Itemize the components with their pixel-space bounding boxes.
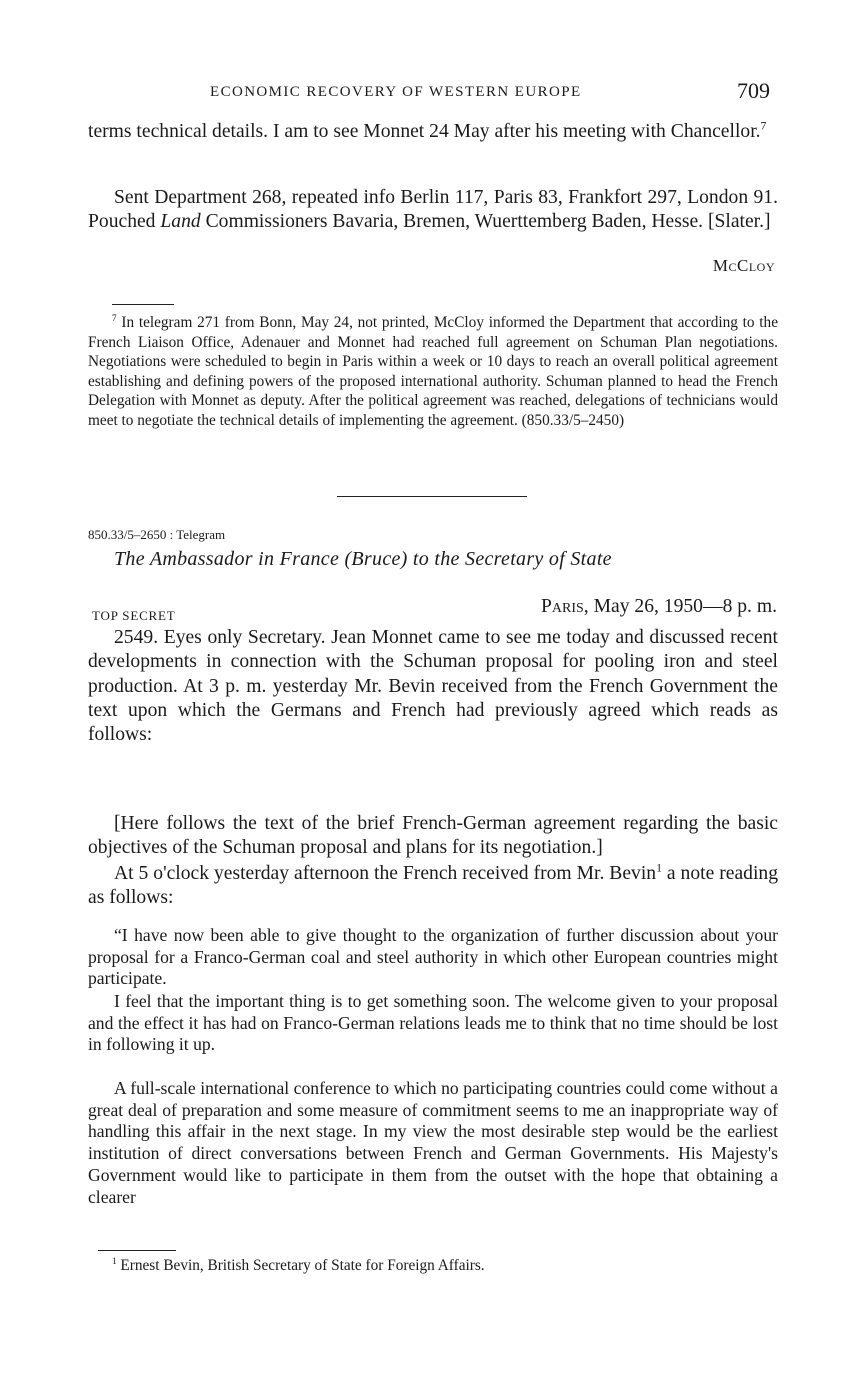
footnote-7-text: In telegram 271 from Bonn, May 24, not printed, McCloy informed the Department that according to the French Liaison Office, Adenauer and Monnet had reached full agreement on Schuman Plan negotiations. Negotiations were scheduled to begin in Paris within a week or 10 days to reach an overall political agreement establishing and defining powers of the proposed international authority. Schuman planned to head the French Delegation with Monnet as deputy. After the political agreement was reached, delegations of technicians would meet to negotiate the technical details of implementing the agreement. (850.33/5–2450) xyxy=(88,314,778,429)
telegram-paragraph-3 xyxy=(88,862,778,911)
distribution-text-b: Commissioners Bavaria, Bremen, Wuerttemberg Baden, Hesse. [Slater.] xyxy=(200,211,771,233)
distribution-paragraph xyxy=(88,186,778,235)
footnote-7-marker: 7 xyxy=(112,312,117,323)
telegram-paragraph-3-text-a: At 5 o'clock yesterday afternoon the French received from Mr. Bevin xyxy=(114,863,657,884)
quoted-note-paragraph-2: I feel that the important thing is to get something soon. The welcome given to your proposal and the effect it has had on Franco-German relations leads me to think that no time should be lost in following it up. xyxy=(88,991,778,1055)
telegram-paragraph-1: 2549. Eyes only Secretary. Jean Monnet came to see me today and discussed recent developments in connection with the Schuman proposal for pooling iron and steel production. At 3 p. m. yesterday Mr. Bevin received from the French Government the text upon which the Germans and French had previously agreed which reads as follows: xyxy=(88,627,778,746)
footnote-rule-bottom xyxy=(98,1250,176,1251)
footnote-ref-7: 7 xyxy=(760,119,767,133)
dateline-place: Paris xyxy=(540,596,584,617)
running-head xyxy=(88,78,778,108)
footnote-1 xyxy=(88,1256,778,1276)
footnote-1-text: Ernest Bevin, British Secretary of State for Foreign Affairs. xyxy=(120,1257,485,1274)
telegram-paragraph-3-text-b: a note reading as follows: xyxy=(88,863,778,909)
continued-paragraph-text: terms technical details. I am to see Monnet 24 May after his meeting with Chancellor. xyxy=(88,121,761,142)
continued-paragraph xyxy=(88,120,778,144)
footnote-ref-1: 1 xyxy=(656,861,662,875)
footnote-7 xyxy=(88,313,778,430)
document-file-number: 850.33/5–2650 : Telegram xyxy=(88,527,226,542)
signature: McCloy xyxy=(712,256,775,275)
dateline xyxy=(541,596,777,618)
dateline-date: , May 26, 1950—8 p. m. xyxy=(583,596,777,617)
distribution-text-italic: Land xyxy=(160,211,201,233)
section-divider xyxy=(337,496,527,497)
footnote-1-marker: 1 xyxy=(112,1255,117,1266)
telegram-paragraph-2: [Here follows the text of the brief French-German agreement regarding the basic objectives of the Schuman proposal and plans for its negotiation.] xyxy=(88,813,778,859)
running-title: ECONOMIC RECOVERY OF WESTERN EUROPE xyxy=(210,84,582,100)
classification-label: TOP SECRET xyxy=(92,608,176,623)
footnote-rule xyxy=(112,304,174,305)
distribution-text-a: Sent Department 268, repeated info Berlin 117, Paris 83, Frankfort 297, London 91. Pouched xyxy=(88,187,778,233)
page-number: 709 xyxy=(737,78,770,103)
document-heading: The Ambassador in France (Bruce) to the Secretary of State xyxy=(114,548,612,570)
quoted-note-paragraph-3: A full-scale international conference to which no participating countries could come without a great deal of preparation and some measure of commitment seems to me an inappropriate way of handling this affair in the next stage. In my view the most desirable step would be the earliest institution of direct conversations between French and German Governments. His Majesty's Government would like to participate in them from the outset with the hope that obtaining a clearer xyxy=(88,1078,778,1207)
quoted-note-paragraph-1: “I have now been able to give thought to the organization of further discussion about your proposal for a Franco-German coal and steel authority in which other European countries might participate. xyxy=(88,925,778,989)
